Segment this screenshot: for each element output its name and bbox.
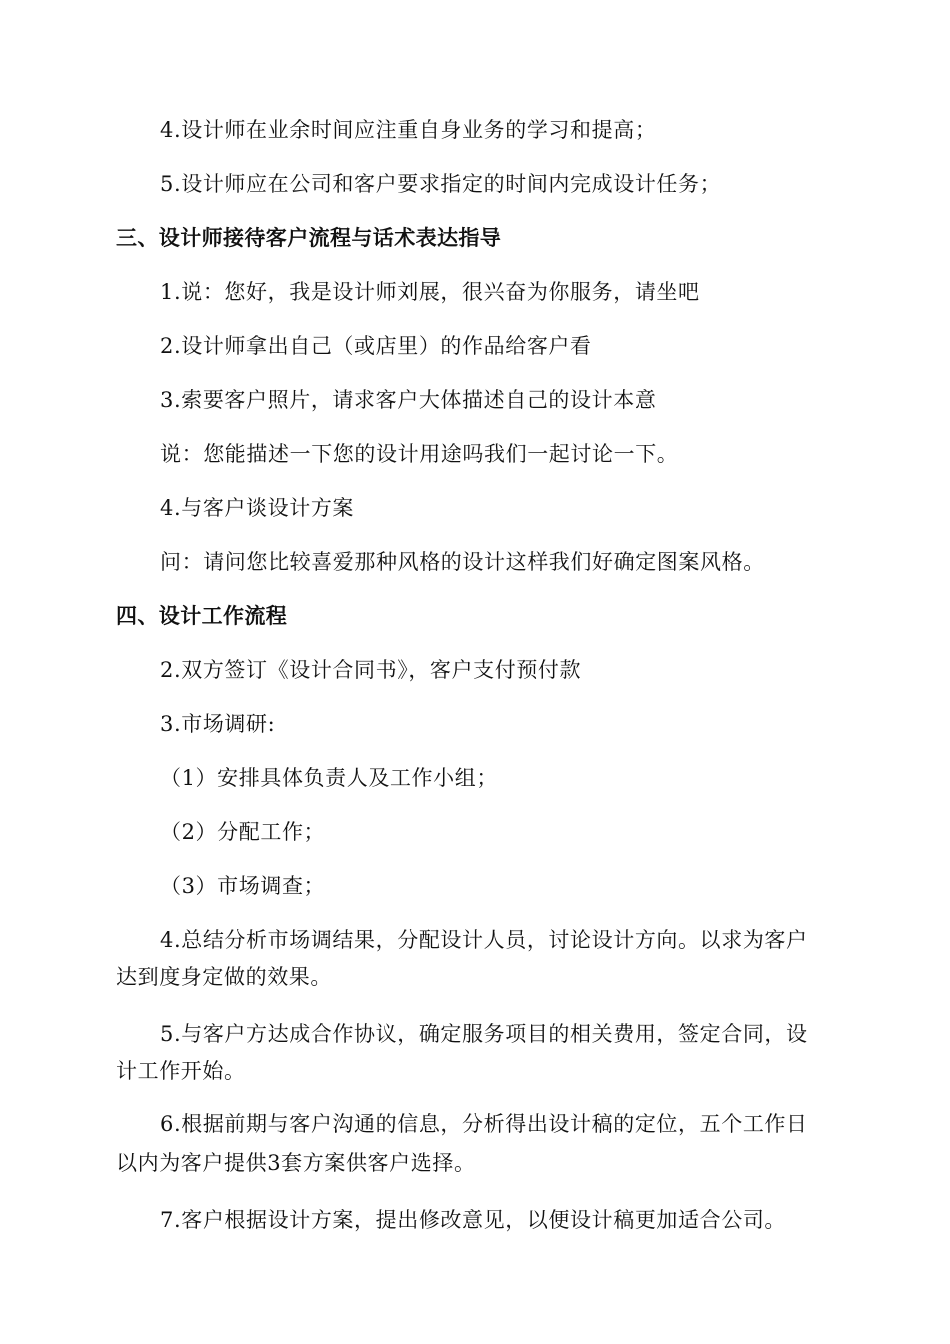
paragraph-line: 5.设计师应在公司和客户要求指定的时间内完成设计任务； [160, 172, 722, 196]
paragraph-line: 1.说：您好，我是设计师刘展，很兴奋为你服务，请坐吧 [160, 280, 700, 304]
list-item: （2）分配工作； [160, 820, 326, 844]
paragraph-line: 4.总结分析市场调结果，分配设计人员，讨论设计方向。以求为客户 [160, 928, 808, 952]
paragraph-line: 以内为客户提供3套方案供客户选择。 [116, 1151, 476, 1175]
paragraph-line: 6.根据前期与客户沟通的信息，分析得出设计稿的定位，五个工作日 [160, 1112, 808, 1136]
section-heading-3: 三、设计师接待客户流程与话术表达指导 [116, 226, 502, 250]
paragraph-line: 说：您能描述一下您的设计用途吗我们一起讨论一下。 [160, 442, 679, 466]
section-heading-4: 四、设计工作流程 [116, 604, 288, 628]
paragraph-line: 计工作开始。 [116, 1059, 246, 1083]
paragraph-line: 7.客户根据设计方案，提出修改意见，以便设计稿更加适合公司。 [160, 1208, 787, 1232]
list-item: （1）安排具体负责人及工作小组； [160, 766, 498, 790]
paragraph-line: 4.设计师在业余时间应注重自身业务的学习和提高； [160, 118, 657, 142]
paragraph-line: 3.索要客户照片，请求客户大体描述自己的设计本意 [160, 388, 657, 412]
paragraph-line: 问：请问您比较喜爱那种风格的设计这样我们好确定图案风格。 [160, 550, 765, 574]
paragraph-line: 5.与客户方达成合作协议，确定服务项目的相关费用，签定合同，设 [160, 1022, 808, 1046]
list-item: （3）市场调查； [160, 874, 326, 898]
paragraph-line: 2.双方签订《设计合同书》，客户支付预付款 [160, 658, 582, 682]
paragraph-line: 达到度身定做的效果。 [116, 965, 332, 989]
paragraph-line: 4.与客户谈设计方案 [160, 496, 355, 520]
paragraph-line: 2.设计师拿出自己（或店里）的作品给客户看 [160, 334, 592, 358]
paragraph-line: 3.市场调研: [160, 712, 276, 736]
